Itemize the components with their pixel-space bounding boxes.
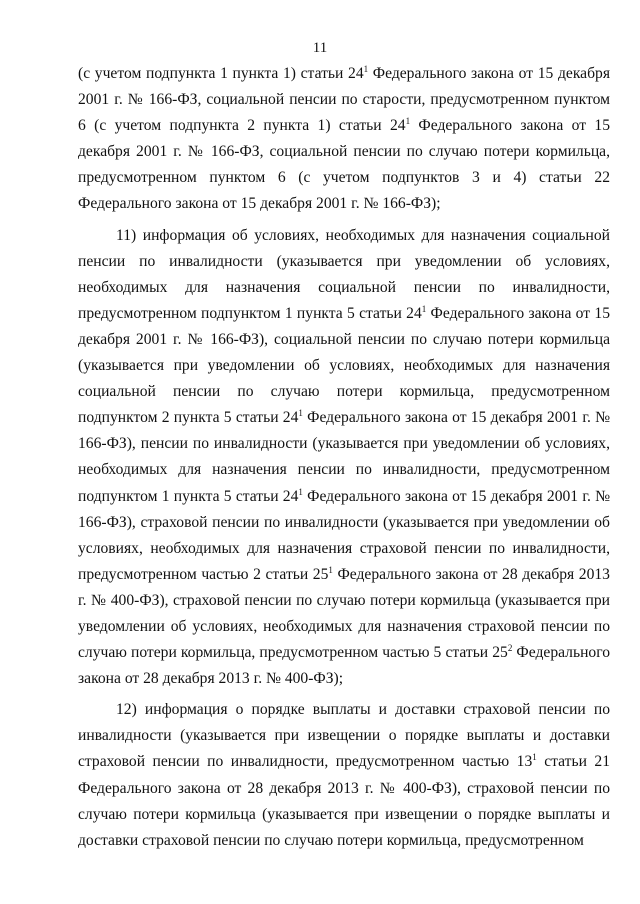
superscript: 1 xyxy=(298,486,303,497)
text-run: 12) информация о порядке выплаты и доставки страховой пенсии по инвалидности (указывается при извещении о порядке выплаты и доставки страховой пенсии по инвалидности, предусмотренном частью 13 xyxy=(78,701,610,771)
superscript: 1 xyxy=(328,564,333,575)
paragraph-item-12 xyxy=(78,697,610,854)
superscript: 1 xyxy=(532,752,537,763)
text-run: Федерального закона от 15 декабря 2001 г. № 166-ФЗ), страховой пенсии по инвалидности (указывается при уведомлении об условиях, необходимых для назначения страховой пенсии по инвалидности, предусмотренном частью 2 статьи 25 xyxy=(78,487,610,583)
text-run: статьи 21 Федерального закона от 28 декабря 2013 г. № 400-ФЗ), страховой пенсии по случаю потери кормильца (указывается при извещении о порядке выплаты и доставки страховой пенсии по случаю потери кормильца, предусмотренном xyxy=(78,753,610,849)
text-run: (с учетом подпункта 1 пункта 1) статьи 24 xyxy=(78,65,364,82)
superscript: 1 xyxy=(298,408,303,419)
superscript: 1 xyxy=(405,116,411,127)
page-number: 11 xyxy=(312,40,328,56)
text-run: Федерального закона от 15 декабря 2001 г. № 166-ФЗ), пенсии по инвалидности (указывается при уведомлении об условиях, необходимых для назначения пенсии по инвалидности, предусмотренном подпунктом 1 пункта 5 статьи 24 xyxy=(78,409,610,505)
text-run: 11) информация об условиях, необходимых для назначения социальной пенсии по инвалидности (указывается при уведомлении об условиях, необходимых для назначения социальной пенсии по инвалидности, предусмотренном подпунктом 1 пункта 5 статьи 24 xyxy=(78,226,610,322)
text-run: Федерального закона от 15 декабря 2001 г. № 166-ФЗ, социальной пенсии по случаю потери кормильца, предусмотренном пунктом 6 (с учетом подпунктов 3 и 4) статьи 22 Федерального закона от 15 декабря 2001 г. № 166-ФЗ); xyxy=(78,117,610,213)
text-run: Федерального закона от 15 декабря 2001 г. № 166-ФЗ, социальной пенсии по старости, предусмотренном пунктом 6 (с учетом подпункта 2 пункта 1) статьи 24 xyxy=(78,65,610,135)
text-run: Федерального закона от 28 декабря 2013 г. № 400-ФЗ), страховой пенсии по случаю потери кормильца (указывается при уведомлении об условиях, необходимых для назначения страховой пенсии по случаю потери кормильца, предусмотренном частью 5 статьи 25 xyxy=(78,565,610,662)
text-run: Федерального закона от 15 декабря 2001 г. № 166-ФЗ), социальной пенсии по случаю потери кормильца (указывается при уведомлении об условиях, необходимых для назначения социальной пенсии по случаю потери кормильца, предусмотренном подпунктом 2 пункта 5 статьи 24 xyxy=(78,304,610,427)
document-body xyxy=(78,61,610,854)
paragraph-continuation xyxy=(78,61,610,218)
superscript: 2 xyxy=(507,643,513,654)
superscript: 1 xyxy=(363,64,369,74)
superscript: 1 xyxy=(421,303,427,314)
paragraph-item-11 xyxy=(78,223,610,693)
text-run: Федерального закона от 28 декабря 2013 г. № 400-ФЗ); xyxy=(78,644,611,688)
